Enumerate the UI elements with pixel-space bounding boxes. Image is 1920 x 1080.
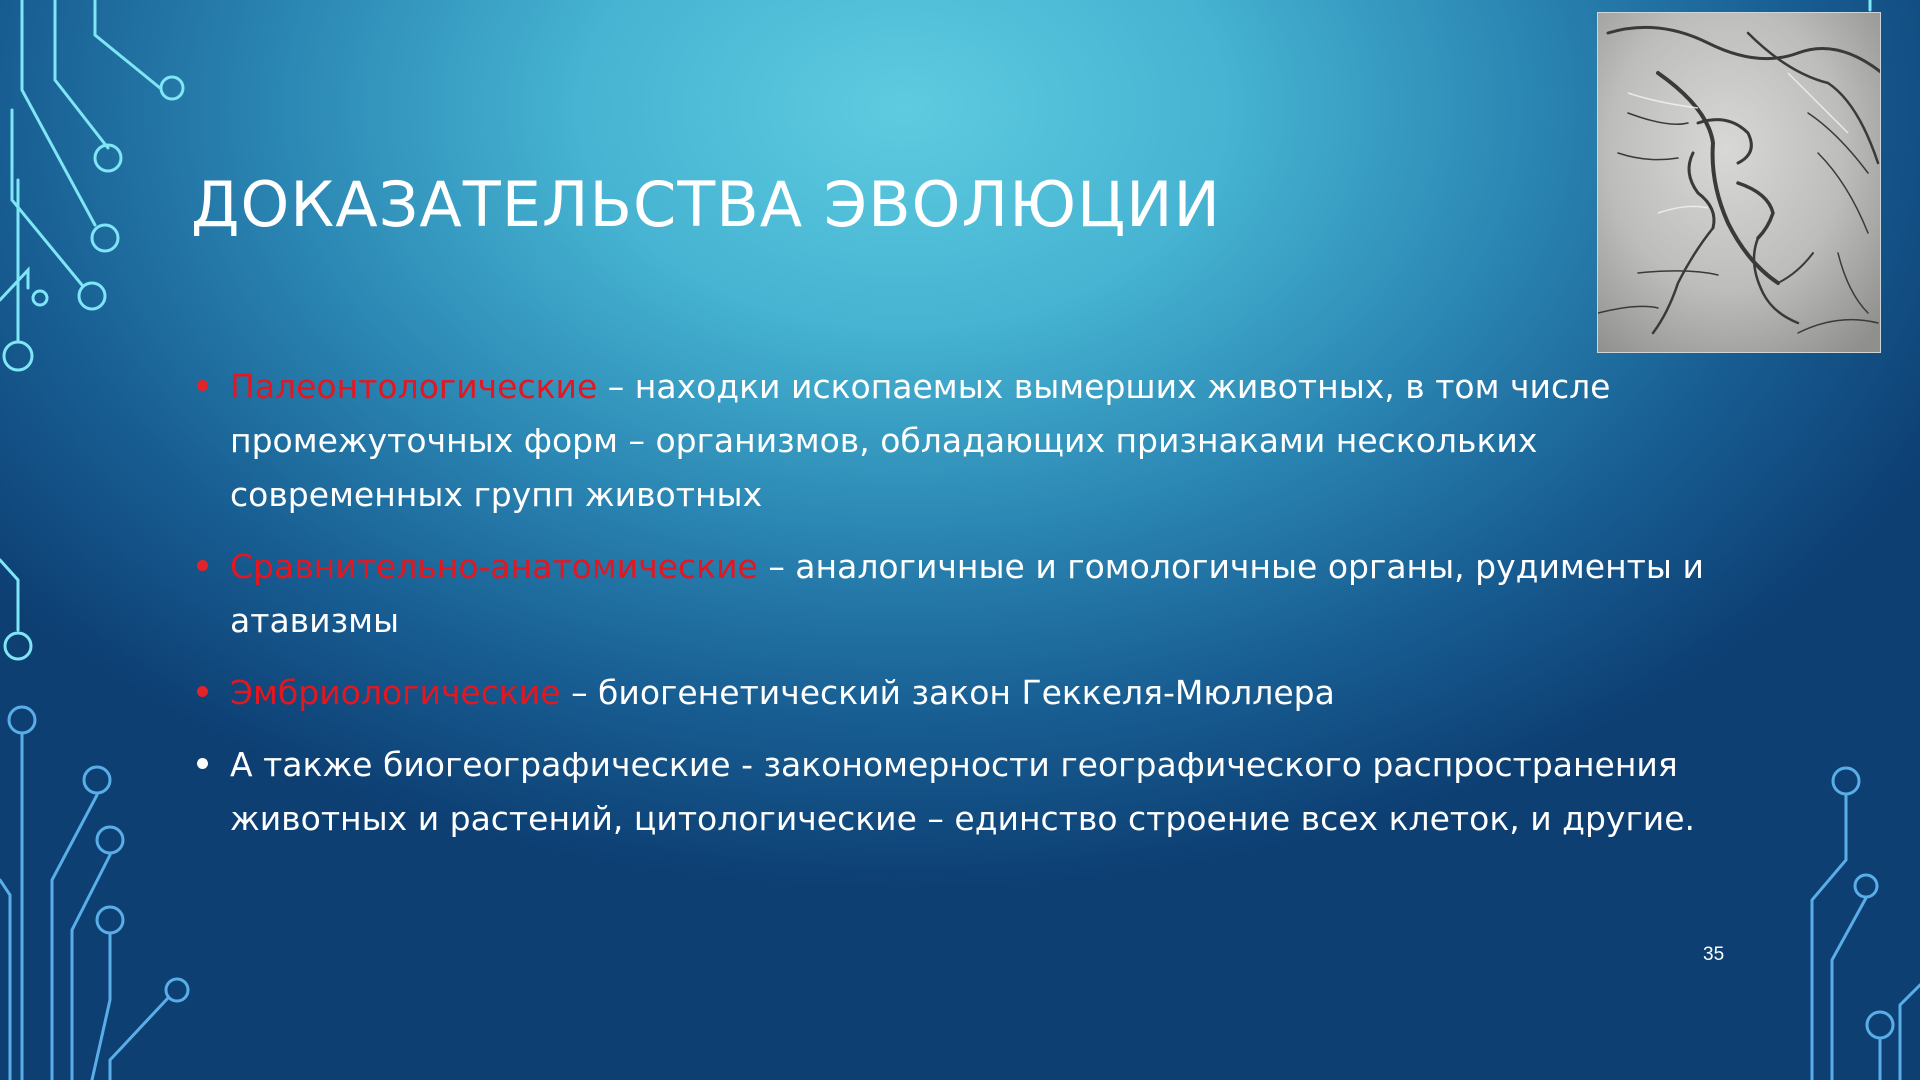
list-item xyxy=(230,360,1740,522)
fossil-image xyxy=(1597,12,1881,353)
archaeopteryx-fossil-photo xyxy=(1598,13,1881,353)
list-item-term: Сравнительно-анатомические xyxy=(230,547,758,586)
list-item-term: Эмбриологические xyxy=(230,673,561,712)
list-item xyxy=(230,540,1740,648)
evidence-list xyxy=(230,360,1740,864)
page-number: 35 xyxy=(1703,944,1725,965)
list-item-text: – находки ископаемых вымерших животных, в том числе промежуточных форм – организмов, обладающих признаками нескольких современных групп животных xyxy=(230,367,1611,514)
list-item-text: – аналогичные и гомологичные органы, рудименты и атавизмы xyxy=(230,547,1704,640)
slide-title: ДОКАЗАТЕЛЬСТВА ЭВОЛЮЦИИ xyxy=(191,168,1221,241)
list-item xyxy=(230,738,1740,846)
list-item-term: Палеонтологические xyxy=(230,367,598,406)
list-item-text: А также биогеографические - закономерности географического распространения животных и растений, цитологические – единство строение всех клеток, и другие. xyxy=(230,745,1696,838)
list-item xyxy=(230,666,1740,720)
list-item-text: – биогенетический закон Геккеля-Мюллера xyxy=(560,673,1335,712)
